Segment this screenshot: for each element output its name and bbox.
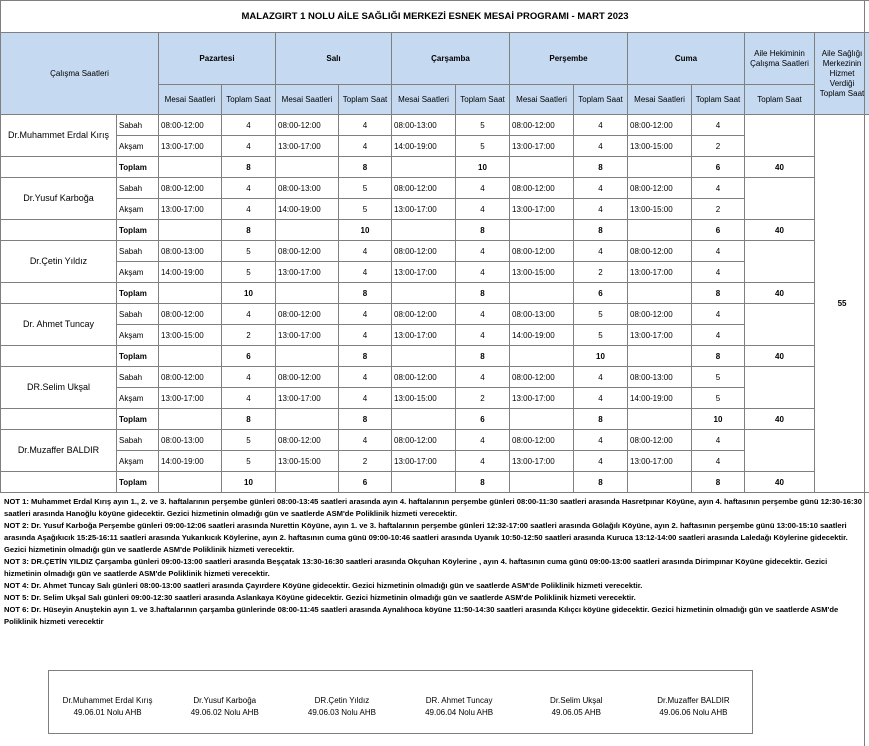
shift-hours: 2 [222, 325, 276, 346]
shift-time: 08:00-12:00 [276, 304, 339, 325]
shift-time: 08:00-12:00 [276, 367, 339, 388]
shift-time: 08:00-12:00 [392, 178, 456, 199]
doctor-name: Dr. Ahmet Tuncay [1, 304, 117, 346]
table-row-total [1, 346, 869, 367]
shift-hours: 4 [456, 430, 510, 451]
shift-time: 08:00-13:00 [510, 304, 574, 325]
doctor-name: Dr.Muhammet Erdal Kırış [1, 115, 117, 157]
shift-time: 13:00-17:00 [392, 325, 456, 346]
shift-time: 08:00-12:00 [628, 178, 692, 199]
shift-time: 13:00-17:00 [276, 325, 339, 346]
day-total: 6 [339, 472, 392, 493]
signature-name: Dr.Selim Ukşal [550, 696, 603, 705]
empty-cell [628, 409, 692, 430]
shift-time: 08:00-12:00 [510, 178, 574, 199]
shift-hours: 4 [692, 325, 745, 346]
shift-hours: 5 [692, 388, 745, 409]
shift-hours: 4 [456, 325, 510, 346]
header-mesai-saatleri: Mesai Saatleri [628, 85, 692, 115]
signature-cell [283, 671, 400, 733]
page-border [864, 0, 865, 746]
day-total: 6 [456, 409, 510, 430]
day-total: 8 [339, 409, 392, 430]
day-total: 10 [222, 283, 276, 304]
shift-hours: 5 [456, 136, 510, 157]
week-total: 40 [745, 157, 815, 178]
shift-time: 14:00-19:00 [159, 451, 222, 472]
doctor-name: Dr.Muzaffer BALDIR [1, 430, 117, 472]
empty-cell [276, 409, 339, 430]
shift-time: 13:00-17:00 [628, 325, 692, 346]
shift-time: 08:00-12:00 [392, 304, 456, 325]
day-total: 8 [456, 283, 510, 304]
shift-time: 08:00-12:00 [276, 430, 339, 451]
day-total: 6 [692, 157, 745, 178]
empty-cell [510, 472, 574, 493]
week-total: 40 [745, 346, 815, 367]
shift-time: 08:00-12:00 [510, 367, 574, 388]
header-mesai-saatleri: Mesai Saatleri [392, 85, 456, 115]
signature-cell [401, 671, 518, 733]
period-label: Sabah [117, 115, 159, 136]
empty-cell [1, 157, 117, 178]
day-total: 8 [692, 346, 745, 367]
shift-hours: 4 [339, 325, 392, 346]
shift-hours: 5 [222, 241, 276, 262]
note-6: NOT 6: Dr. Hüseyin Anuştekin ayın 1. ve 3.haftalarının çarşamba günlerinde 08:00-11:45 saatleri arasında Aynalıhoca köyüne 11:50-14:30 saatleri arasında Kılıçcı köyüne gidecektir. Gezici hizmetinin olmadığı gün ve saatlerde ASM'de Poliklinik hizmeti verecektir [4, 605, 839, 626]
day-total: 6 [222, 346, 276, 367]
shift-hours: 4 [456, 451, 510, 472]
signature-cell [518, 671, 635, 733]
shift-hours: 4 [456, 178, 510, 199]
day-total: 8 [574, 220, 628, 241]
header-day-persembe: Perşembe [510, 33, 628, 85]
day-total: 8 [339, 283, 392, 304]
shift-time: 13:00-15:00 [276, 451, 339, 472]
empty-cell [628, 472, 692, 493]
shift-hours: 4 [339, 115, 392, 136]
day-total: 8 [456, 220, 510, 241]
empty-cell [392, 157, 456, 178]
table-row [1, 304, 869, 325]
header-day-cuma: Cuma [628, 33, 745, 85]
signature-unit: 49.06.05 AHB [551, 708, 601, 717]
signature-cell [49, 671, 166, 733]
week-total-blank [745, 178, 815, 220]
empty-cell [1, 283, 117, 304]
empty-cell [510, 220, 574, 241]
toplam-label: Toplam [117, 346, 159, 367]
shift-hours: 4 [222, 115, 276, 136]
empty-cell [276, 472, 339, 493]
day-total: 8 [222, 409, 276, 430]
day-total: 10 [339, 220, 392, 241]
shift-time: 13:00-17:00 [159, 388, 222, 409]
empty-cell [392, 409, 456, 430]
shift-hours: 5 [339, 199, 392, 220]
empty-cell [628, 283, 692, 304]
shift-hours: 4 [692, 115, 745, 136]
empty-cell [392, 346, 456, 367]
note-5: NOT 5: Dr. Selim Ukşal Salı günleri 09:00-12:30 saatleri arasında Aslankaya Köyüne gidecektir. Gezici hizmetinin olmadığı gün ve saatlerde ASM'de Poliklinik hizmeti verecektir. [4, 593, 636, 602]
shift-hours: 4 [222, 178, 276, 199]
shift-time: 08:00-12:00 [510, 430, 574, 451]
header-toplam-saat: Toplam Saat [222, 85, 276, 115]
signature-unit: 49.06.01 Nolu AHB [73, 708, 142, 717]
empty-cell [159, 220, 222, 241]
shift-time: 13:00-17:00 [510, 199, 574, 220]
shift-hours: 4 [339, 304, 392, 325]
shift-time: 13:00-17:00 [159, 136, 222, 157]
shift-hours: 4 [692, 262, 745, 283]
week-total: 40 [745, 409, 815, 430]
shift-time: 08:00-12:00 [628, 115, 692, 136]
empty-cell [159, 283, 222, 304]
day-total: 8 [574, 472, 628, 493]
period-label: Akşam [117, 262, 159, 283]
shift-time: 13:00-17:00 [510, 451, 574, 472]
empty-cell [392, 472, 456, 493]
shift-hours: 4 [574, 136, 628, 157]
empty-cell [392, 220, 456, 241]
signature-unit: 49.06.02 Nolu AHB [190, 708, 259, 717]
week-total: 40 [745, 472, 815, 493]
empty-cell [276, 220, 339, 241]
shift-hours: 4 [222, 304, 276, 325]
doctor-name: Dr.Yusuf Karboğa [1, 178, 117, 220]
day-total: 8 [574, 409, 628, 430]
shift-time: 08:00-12:00 [159, 115, 222, 136]
signature-block [48, 670, 753, 734]
shift-time: 13:00-17:00 [510, 388, 574, 409]
shift-time: 08:00-13:00 [276, 178, 339, 199]
table-row [1, 115, 869, 136]
note-1: NOT 1: Muhammet Erdal Kırış ayın 1., 2. ve 3. haftalarının perşembe günleri 08:00-13:45 saatleri arasında ayın 4. haftalarının perşembe günleri 08:00-11:30 saatleri arasında Hasretpınar Köyüne, ayın 4. haftasının perşembe günü 12:30-16:30 saatleri arasında Hanoğlu köyüne gidecektir. Gezici hizmetinin olmadığı gün ve saatlerde ASM'de Poliklinik hizmeti verecektir. [4, 497, 863, 518]
shift-hours: 4 [574, 178, 628, 199]
week-total-blank [745, 367, 815, 409]
day-total: 10 [692, 409, 745, 430]
shift-hours: 2 [574, 262, 628, 283]
week-total-blank [745, 115, 815, 157]
period-label: Sabah [117, 304, 159, 325]
shift-time: 08:00-12:00 [276, 115, 339, 136]
shift-time: 13:00-17:00 [276, 388, 339, 409]
empty-cell [510, 283, 574, 304]
shift-hours: 5 [456, 115, 510, 136]
shift-time: 13:00-17:00 [159, 199, 222, 220]
shift-time: 14:00-19:00 [510, 325, 574, 346]
toplam-label: Toplam [117, 283, 159, 304]
asm-total-hours: 55 [815, 115, 869, 493]
shift-hours: 4 [339, 388, 392, 409]
shift-time: 14:00-19:00 [628, 388, 692, 409]
shift-time: 08:00-13:00 [628, 367, 692, 388]
table-row [1, 325, 869, 346]
notes-section [4, 496, 864, 628]
shift-hours: 4 [574, 451, 628, 472]
header-toplam-saat: Toplam Saat [692, 85, 745, 115]
day-total: 8 [456, 472, 510, 493]
empty-cell [159, 346, 222, 367]
shift-hours: 4 [574, 115, 628, 136]
shift-time: 08:00-12:00 [276, 241, 339, 262]
shift-hours: 5 [574, 304, 628, 325]
header-toplam-saat: Toplam Saat [745, 85, 815, 115]
signature-cell [166, 671, 283, 733]
empty-cell [1, 220, 117, 241]
empty-cell [392, 283, 456, 304]
period-label: Sabah [117, 430, 159, 451]
period-label: Sabah [117, 367, 159, 388]
note-3: NOT 3: DR.ÇETİN YILDIZ Çarşamba günleri 09:00-13:00 saatleri arasında Beşçatak 13:30-16:30 saatleri arasında Okçuhan Köylerine , ayın 4. haftasının cuma günü 09:00-13:00 saatleri arasında Dirimpınar Köyüne gidecektir. Gezici hizmetinin olmadığı gün ve saatlerde ASM'de Poliklinik hizmeti verecektir. [4, 557, 828, 578]
shift-hours: 4 [339, 367, 392, 388]
day-total: 8 [456, 346, 510, 367]
shift-hours: 4 [456, 241, 510, 262]
shift-time: 08:00-12:00 [392, 241, 456, 262]
shift-hours: 5 [692, 367, 745, 388]
shift-time: 08:00-13:00 [159, 430, 222, 451]
toplam-label: Toplam [117, 472, 159, 493]
table-row-total [1, 283, 869, 304]
empty-cell [1, 472, 117, 493]
table-row [1, 178, 869, 199]
day-total: 8 [222, 157, 276, 178]
signature-unit: 49.06.04 Nolu AHB [425, 708, 494, 717]
shift-time: 08:00-13:00 [392, 115, 456, 136]
table-row [1, 388, 869, 409]
signature-unit: 49.06.06 Nolu AHB [659, 708, 728, 717]
empty-cell [159, 157, 222, 178]
shift-time: 08:00-12:00 [628, 241, 692, 262]
table-row-total [1, 472, 869, 493]
shift-time: 13:00-17:00 [276, 262, 339, 283]
period-label: Akşam [117, 199, 159, 220]
shift-time: 13:00-15:00 [628, 199, 692, 220]
signature-name: Dr.Yusuf Karboğa [193, 696, 257, 705]
week-total: 40 [745, 220, 815, 241]
shift-time: 08:00-13:00 [159, 241, 222, 262]
shift-hours: 4 [574, 430, 628, 451]
empty-cell [510, 157, 574, 178]
shift-hours: 4 [339, 262, 392, 283]
shift-time: 13:00-17:00 [510, 136, 574, 157]
header-day-pazartesi: Pazartesi [159, 33, 276, 85]
toplam-label: Toplam [117, 157, 159, 178]
shift-time: 13:00-15:00 [392, 388, 456, 409]
day-total: 8 [692, 283, 745, 304]
shift-hours: 4 [692, 178, 745, 199]
table-row-total [1, 157, 869, 178]
shift-time: 14:00-19:00 [159, 262, 222, 283]
shift-hours: 2 [692, 136, 745, 157]
header-mesai-saatleri: Mesai Saatleri [159, 85, 222, 115]
table-row [1, 451, 869, 472]
shift-hours: 5 [222, 430, 276, 451]
empty-cell [510, 409, 574, 430]
shift-hours: 4 [339, 241, 392, 262]
shift-hours: 4 [456, 262, 510, 283]
empty-cell [1, 346, 117, 367]
shift-time: 08:00-12:00 [159, 304, 222, 325]
day-total: 8 [339, 157, 392, 178]
shift-time: 08:00-12:00 [628, 430, 692, 451]
period-label: Sabah [117, 178, 159, 199]
shift-hours: 2 [339, 451, 392, 472]
shift-time: 08:00-12:00 [392, 367, 456, 388]
header-day-sali: Salı [276, 33, 392, 85]
toplam-label: Toplam [117, 220, 159, 241]
shift-hours: 4 [222, 136, 276, 157]
shift-hours: 4 [574, 241, 628, 262]
shift-time: 13:00-15:00 [628, 136, 692, 157]
shift-hours: 4 [339, 430, 392, 451]
period-label: Sabah [117, 241, 159, 262]
header-toplam-saat: Toplam Saat [339, 85, 392, 115]
day-total: 8 [339, 346, 392, 367]
shift-hours: 5 [222, 451, 276, 472]
period-label: Akşam [117, 325, 159, 346]
week-total: 40 [745, 283, 815, 304]
shift-hours: 4 [456, 199, 510, 220]
shift-time: 08:00-12:00 [510, 241, 574, 262]
doctor-name: DR.Selim Ukşal [1, 367, 117, 409]
signature-name: DR. Ahmet Tuncay [425, 696, 493, 705]
shift-hours: 5 [222, 262, 276, 283]
shift-hours: 4 [692, 241, 745, 262]
shift-time: 08:00-12:00 [510, 115, 574, 136]
shift-time: 14:00-19:00 [392, 136, 456, 157]
header-aile-hekiminin: Aile Hekiminin Çalışma Saatleri [745, 33, 815, 85]
table-row [1, 262, 869, 283]
shift-hours: 5 [574, 325, 628, 346]
header-mesai-saatleri: Mesai Saatleri [510, 85, 574, 115]
signature-name: DR.Çetin Yıldız [314, 696, 370, 705]
shift-hours: 4 [456, 367, 510, 388]
shift-hours: 2 [692, 199, 745, 220]
doctor-name: Dr.Çetin Yıldız [1, 241, 117, 283]
shift-time: 08:00-12:00 [159, 178, 222, 199]
shift-time: 14:00-19:00 [276, 199, 339, 220]
empty-cell [1, 409, 117, 430]
empty-cell [628, 220, 692, 241]
table-row-total [1, 409, 869, 430]
note-4: NOT 4: Dr. Ahmet Tuncay Salı günleri 08:00-13:00 saatleri arasında Çayırdere Köyüne gidecektir. Gezici hizmetinin olmadığı gün ve saatlerde ASM'de Poliklinik hizmeti verecektir. [4, 581, 643, 590]
shift-hours: 4 [456, 304, 510, 325]
period-label: Akşam [117, 136, 159, 157]
header-toplam-saat: Toplam Saat [574, 85, 628, 115]
signature-cell [635, 671, 752, 733]
period-label: Akşam [117, 451, 159, 472]
week-total-blank [745, 304, 815, 346]
signature-unit: 49.06.03 Nolu AHB [307, 708, 376, 717]
shift-time: 13:00-17:00 [392, 262, 456, 283]
table-row [1, 367, 869, 388]
shift-time: 08:00-12:00 [628, 304, 692, 325]
signature-name: Dr.Muhammet Erdal Kırış [62, 696, 153, 705]
shift-time: 08:00-12:00 [392, 430, 456, 451]
table-row [1, 430, 869, 451]
day-total: 10 [456, 157, 510, 178]
header-mesai-saatleri: Mesai Saatleri [276, 85, 339, 115]
shift-time: 13:00-17:00 [392, 199, 456, 220]
empty-cell [510, 346, 574, 367]
day-total: 6 [574, 283, 628, 304]
header-day-carsamba: Çarşamba [392, 33, 510, 85]
shift-time: 13:00-17:00 [392, 451, 456, 472]
day-total: 8 [692, 472, 745, 493]
toplam-label: Toplam [117, 409, 159, 430]
table-row [1, 241, 869, 262]
shift-hours: 4 [574, 367, 628, 388]
note-2: NOT 2: Dr. Yusuf Karboğa Perşembe günleri 09:00-12:06 saatleri arasında Nurettin Köyüne, ayın 1. ve 3. haftalarının perşembe günleri 12:32-17:00 saatleri arasında Gölağılı Köyüne, ayın 2. haftasının perşembe günü 13:00-15:10 saatleri arasında Aşağıkıcık 15:25-16:11 saatleri arasında Yukarıkıcık Köylerine, ayın 2. haftasının cuma günü 09:00-10:46 saatleri arasında Uyanık 10:50-12:50 saatleri arasında Kuruca 13:12-14:00 saatleri arasında Laledağı Köylerine gidecektir. Gezici hizmetinin olmadığı gün ve saatlerde ASM'de Poliklinik hizmeti verecektir. [4, 521, 848, 554]
empty-cell [276, 346, 339, 367]
shift-hours: 5 [339, 178, 392, 199]
shift-time: 13:00-15:00 [510, 262, 574, 283]
day-total: 8 [574, 157, 628, 178]
header-calisma-saatleri: Çalışma Saatleri [1, 33, 159, 115]
shift-hours: 4 [339, 136, 392, 157]
shift-time: 08:00-12:00 [159, 367, 222, 388]
empty-cell [159, 409, 222, 430]
day-total: 10 [574, 346, 628, 367]
shift-hours: 4 [692, 304, 745, 325]
empty-cell [159, 472, 222, 493]
shift-hours: 4 [692, 451, 745, 472]
period-label: Akşam [117, 388, 159, 409]
day-total: 8 [222, 220, 276, 241]
empty-cell [276, 157, 339, 178]
empty-cell [628, 346, 692, 367]
shift-time: 13:00-17:00 [628, 451, 692, 472]
shift-time: 13:00-15:00 [159, 325, 222, 346]
table-row [1, 199, 869, 220]
shift-hours: 4 [222, 199, 276, 220]
shift-hours: 4 [222, 388, 276, 409]
shift-hours: 4 [222, 367, 276, 388]
day-total: 10 [222, 472, 276, 493]
shift-hours: 4 [574, 388, 628, 409]
day-total: 6 [692, 220, 745, 241]
shift-hours: 4 [692, 430, 745, 451]
table-row-total [1, 220, 869, 241]
table-title: MALAZGIRT 1 NOLU AİLE SAĞLIĞI MERKEZİ ESNEK MESAİ PROGRAMI - MART 2023 [1, 1, 869, 33]
header-asm-hizmet: Aile Sağlığı Merkezinin Hizmet Verdiği Toplam Saat [815, 33, 869, 115]
header-toplam-saat: Toplam Saat [456, 85, 510, 115]
signature-name: Dr.Muzaffer BALDIR [657, 696, 730, 705]
shift-time: 13:00-17:00 [628, 262, 692, 283]
empty-cell [628, 157, 692, 178]
shift-hours: 2 [456, 388, 510, 409]
table-row [1, 136, 869, 157]
empty-cell [276, 283, 339, 304]
week-total-blank [745, 430, 815, 472]
shift-hours: 4 [574, 199, 628, 220]
week-total-blank [745, 241, 815, 283]
shift-time: 13:00-17:00 [276, 136, 339, 157]
